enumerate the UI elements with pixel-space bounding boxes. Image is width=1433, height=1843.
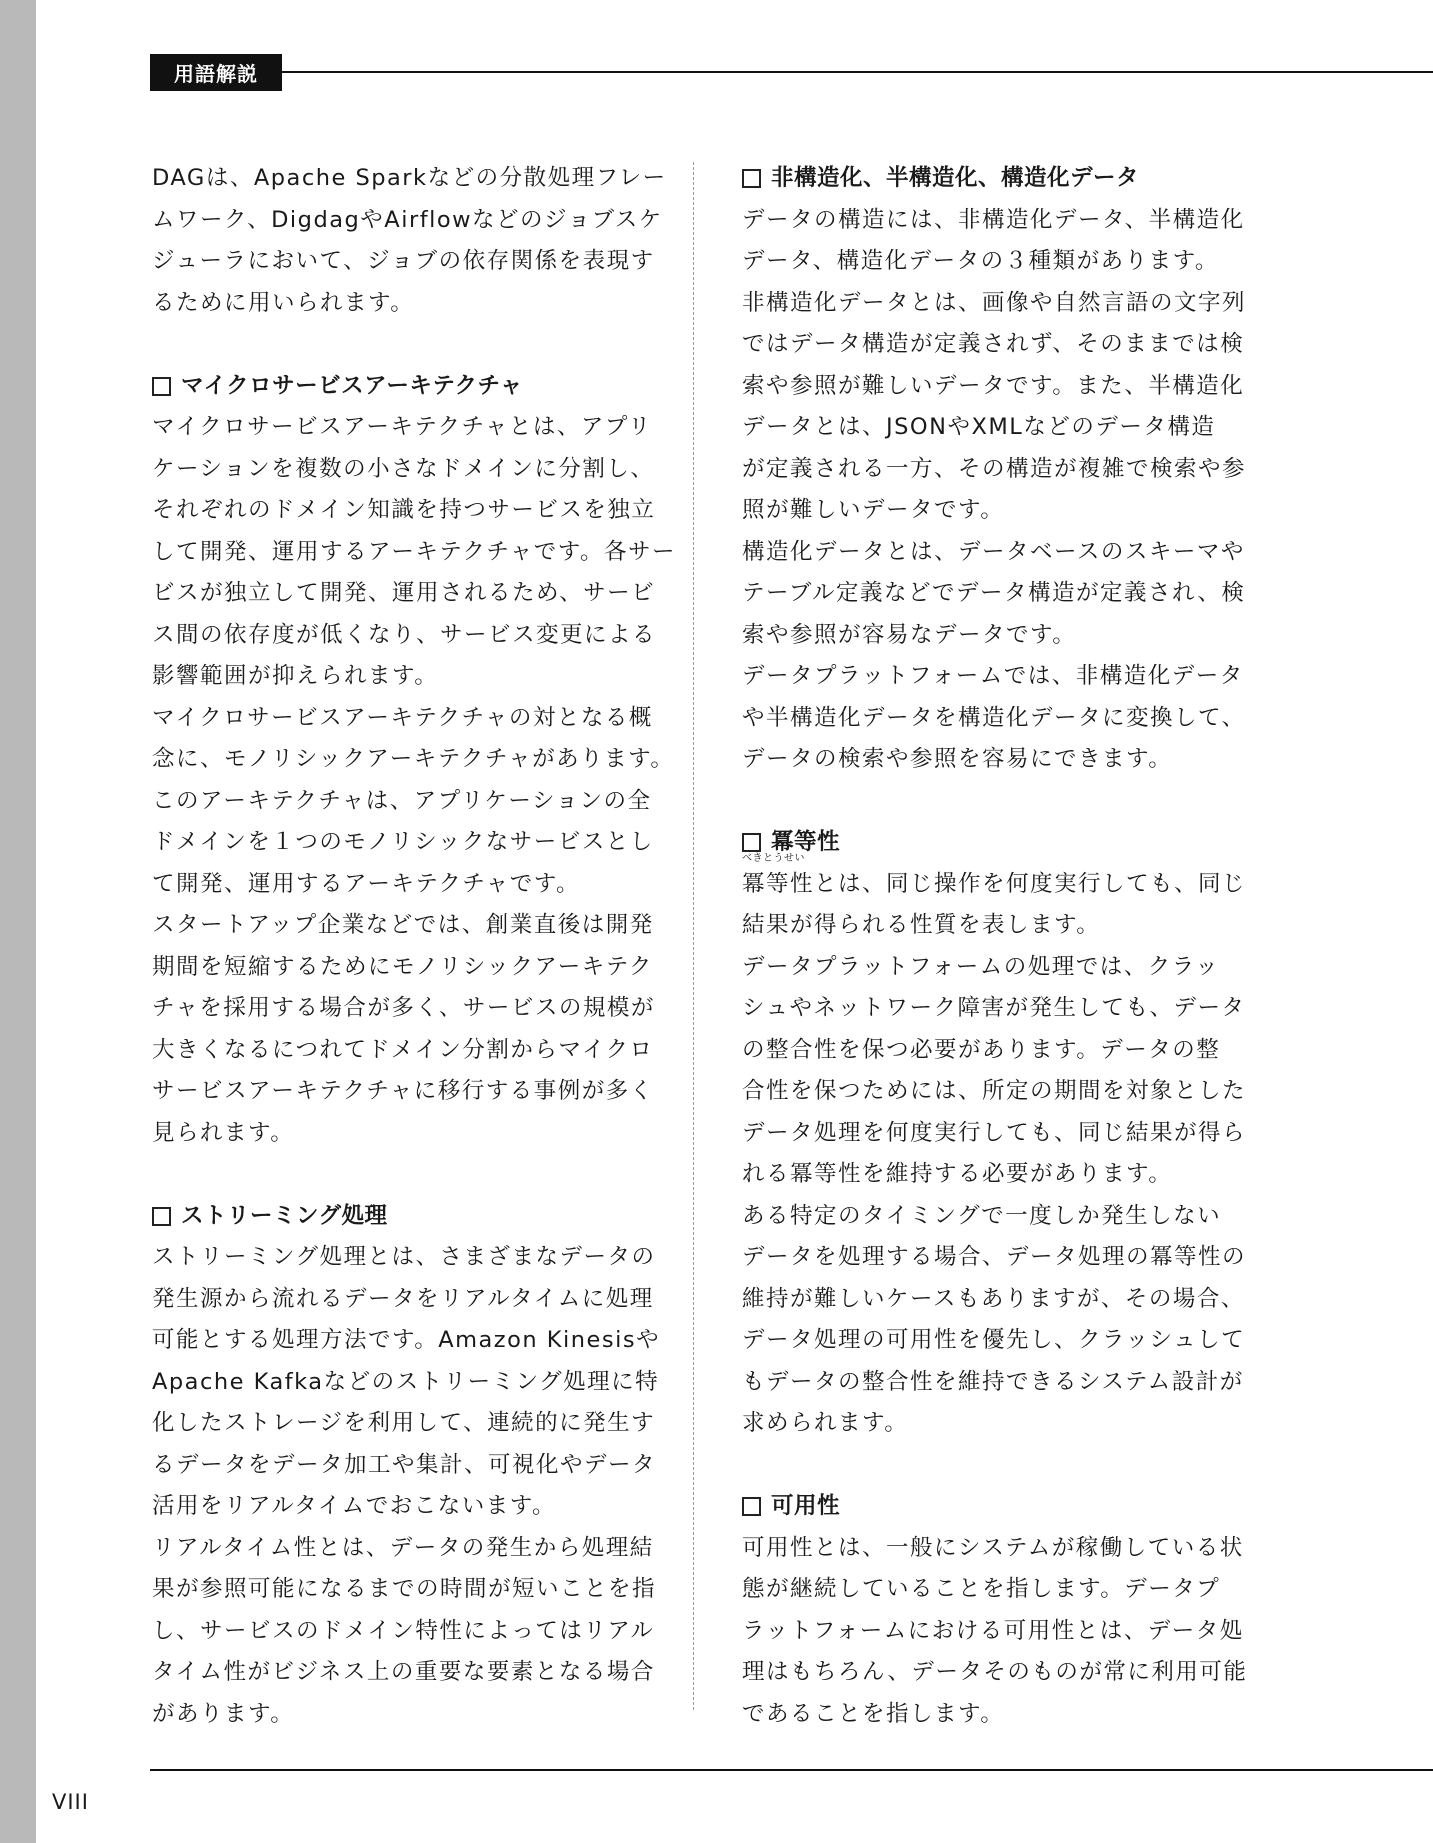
text-line: [742, 852, 1247, 906]
text-line: タイム性がビジネス上の重要な要素となる場合: [152, 1659, 655, 1685]
text-line: 構造化データとは、データベースのスキーマや: [742, 538, 1245, 565]
term-streaming: [152, 1196, 661, 1736]
text-line: るために用いられます。: [152, 289, 415, 316]
term-heading: [742, 822, 1242, 864]
text-line: 結果が得られる性質を表します。: [742, 912, 1101, 938]
text-line: が定義される一方、その構造が複雑で検索や参: [742, 455, 1247, 482]
text-line: ドメインを１つのモノリシックなサービスとし: [152, 829, 654, 855]
checkbox-icon: [152, 377, 171, 396]
text-line: があります。: [152, 1700, 295, 1727]
term-heading: [152, 366, 652, 408]
text-line: データの構造には、非構造化データ、半構造化: [742, 206, 1245, 233]
text-line: であることを指します。: [742, 1700, 1005, 1727]
term-idempotency: [742, 822, 1247, 1445]
text-line: 可用性とは、一般にシステムが稼働している状: [742, 1534, 1244, 1561]
intro-paragraph: [152, 158, 667, 324]
side-tab-strip: [0, 0, 36, 1843]
text-line: データの検索や参照を容易にできます。: [742, 746, 1173, 772]
term-heading: [742, 1486, 1242, 1528]
text-line: データプラットフォームでは、非構造化データ: [742, 663, 1244, 689]
text-line: データ処理の可用性を優先し、クラッシュして: [742, 1327, 1246, 1353]
text-line: マイクロサービスアーキテクチャの対となる概: [152, 704, 653, 731]
term-microservice: [152, 366, 676, 1155]
text-line: 索や参照が容易なデータです。: [742, 621, 1077, 648]
term-heading-text: 可用性: [771, 1493, 841, 1519]
text-line: るデータをデータ加工や集計、可視化やデータ: [152, 1451, 657, 1478]
text-line: 念に、モノリシックアーキテクチャがあります。: [152, 746, 675, 772]
text-line: 維持が難しいケースもありますが、その場合、: [742, 1285, 1245, 1312]
checkbox-icon: [742, 1497, 761, 1516]
right-column: [742, 158, 1248, 1735]
text-line: ムワーク、DigdagやAirflowなどのジョブスケ: [152, 206, 663, 233]
text-line: このアーキテクチャは、アプリケーションの全: [152, 787, 652, 814]
text-line: 索や参照が難しいデータです。また、半構造化: [742, 372, 1245, 399]
footer-rule: [150, 1769, 1433, 1771]
text-line: サービスアーキテクチャに移行する事例が多く: [152, 1078, 654, 1104]
term-data-structures: [742, 158, 1247, 781]
text-line: データプラットフォームの処理では、クラッ: [742, 953, 1220, 980]
text-line: 見られます。: [152, 1119, 295, 1146]
text-line: し、サービスのドメイン特性によってはリアル: [152, 1617, 655, 1644]
text-line: Apache Kafkaなどのストリーミング処理に特: [152, 1368, 660, 1395]
text-line: リアルタイム性とは、データの発生から処理結: [152, 1534, 654, 1561]
text-line: ラットフォームにおける可用性とは、データ処: [742, 1617, 1244, 1644]
text-line: 合性を保つためには、所定の期間を対象とした: [742, 1078, 1247, 1104]
text-line: 非構造化データとは、画像や自然言語の文字列: [742, 289, 1247, 316]
ruby-reading: べきとうせい: [742, 852, 805, 864]
text-line: チャを採用する場合が多く、サービスの規模が: [152, 995, 655, 1021]
section-tag: 用語解説: [150, 54, 282, 91]
text-line: ストリーミング処理とは、さまざまなデータの: [152, 1244, 656, 1270]
checkbox-icon: [742, 169, 761, 188]
text-line: の整合性を保つ必要があります。データの整: [742, 1036, 1221, 1063]
text-line: DAGは、Apache Sparkなどの分散処理フレー: [152, 165, 667, 191]
text-line: ではデータ構造が定義されず、そのままでは検: [742, 331, 1245, 357]
text-line: 果が参照可能になるまでの時間が短いことを指: [152, 1576, 657, 1602]
text-line: ジューラにおいて、ジョブの依存関係を表現す: [152, 248, 655, 274]
text-line: 理はもちろん、データそのものが常に利用可能: [742, 1659, 1248, 1685]
text-line: データとは、JSONやXMLなどのデータ構造: [742, 414, 1216, 440]
text-line: それぞれのドメイン知識を持つサービスを独立: [152, 497, 656, 523]
column-divider: [693, 162, 694, 1710]
term-availability: [742, 1486, 1248, 1735]
term-heading: [152, 1196, 652, 1238]
text-line: や半構造化データを構造化データに変換して、: [742, 704, 1246, 731]
text-line: ある特定のタイミングで一度しか発生しない: [742, 1202, 1222, 1229]
text-line: 期間を短縮するためにモノリシックアーキテク: [152, 953, 653, 980]
text-line: シュやネットワーク障害が発生しても、データ: [742, 995, 1246, 1021]
text-line: ケーションを複数の小さなドメインに分割し、: [152, 455, 655, 482]
text-line: 発生源から流れるデータをリアルタイムに処理: [152, 1285, 654, 1312]
text-line: マイクロサービスアーキテクチャとは、アプリ: [152, 414, 652, 440]
text-line: もデータの整合性を維持できるシステム設計が: [742, 1368, 1244, 1395]
term-heading-text: 非構造化、半構造化、構造化データ: [771, 165, 1140, 191]
text-line: して開発、運用するアーキテクチャです。各サー: [152, 538, 676, 565]
text-line: スタートアップ企業などでは、創業直後は開発: [152, 912, 654, 938]
header-rule: [282, 71, 1433, 73]
text-line: 求められます。: [742, 1410, 909, 1436]
text-line: て開発、運用するアーキテクチャです。: [152, 870, 580, 897]
text-line: 照が難しいデータです。: [742, 497, 1005, 523]
text-line: れる冪等性を維持する必要があります。: [742, 1161, 1173, 1187]
text-line: 影響範囲が抑えられます。: [152, 663, 439, 689]
text-line: ス間の依存度が低くなり、サービス変更による: [152, 621, 657, 648]
left-column: [152, 158, 676, 1735]
text-line: 大きくなるにつれてドメイン分割からマイクロ: [152, 1036, 654, 1063]
text-line: 可能とする処理方法です。Amazon Kinesisや: [152, 1327, 661, 1353]
text-line: 化したストレージを利用して、連続的に発生す: [152, 1410, 656, 1436]
text-line: ビスが独立して開発、運用されるため、サービ: [152, 580, 656, 606]
text-line: データ、構造化データの３種類があります。: [742, 248, 1219, 274]
page-number: VIII: [52, 1790, 89, 1814]
text-line-content: 冪等性とは、同じ操作を何度実行しても、同じ: [742, 870, 1247, 897]
term-heading-text: マイクロサービスアーキテクチャ: [181, 372, 523, 399]
checkbox-icon: [152, 1207, 171, 1226]
term-heading-text: ストリーミング処理: [181, 1202, 388, 1229]
text-line: 活用をリアルタイムでおこないます。: [152, 1493, 556, 1519]
text-line: データを処理する場合、データ処理の冪等性の: [742, 1244, 1247, 1270]
term-heading: [742, 158, 1242, 200]
text-line: データ処理を何度実行しても、同じ結果が得ら: [742, 1119, 1247, 1146]
term-heading-text: 冪等性: [771, 829, 841, 855]
checkbox-icon: [742, 833, 761, 852]
text-line: 態が継続していることを指します。データプ: [742, 1576, 1221, 1602]
text-line: テーブル定義などでデータ構造が定義され、検: [742, 580, 1246, 606]
